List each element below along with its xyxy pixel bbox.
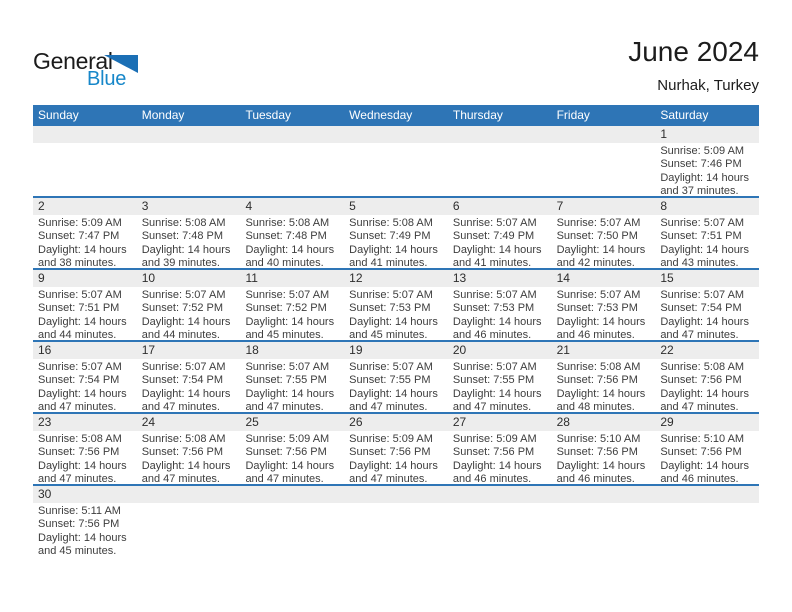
sunrise-line: Sunrise: 5:07 AM bbox=[38, 289, 122, 301]
sunset-line: Sunset: 7:53 PM bbox=[556, 302, 638, 315]
day-number bbox=[137, 486, 241, 503]
sun-info bbox=[655, 431, 759, 484]
daylight-line-1: Daylight: 14 hours bbox=[38, 387, 127, 400]
calendar-cell bbox=[655, 198, 759, 268]
daylight-line-2: and 38 minutes. bbox=[38, 256, 117, 268]
sunset-line: Sunset: 7:46 PM bbox=[660, 158, 742, 171]
sunrise-line: Sunrise: 5:07 AM bbox=[556, 217, 641, 229]
sun-info bbox=[137, 287, 241, 340]
sun-info bbox=[240, 143, 344, 145]
sunset-line: Sunset: 7:55 PM bbox=[349, 374, 431, 387]
sun-info bbox=[655, 359, 759, 412]
sunset-line: Sunset: 7:56 PM bbox=[245, 446, 327, 459]
sunset-line: Sunset: 7:47 PM bbox=[38, 230, 120, 243]
weekday-header-row bbox=[33, 105, 759, 126]
calendar-cell bbox=[655, 486, 759, 554]
sun-info bbox=[240, 359, 344, 412]
daylight-line-2: and 42 minutes. bbox=[556, 256, 635, 268]
daylight-line-2: and 45 minutes. bbox=[349, 328, 428, 340]
calendar-cell bbox=[448, 342, 552, 412]
day-number: 6 bbox=[448, 198, 552, 215]
sunset-line: Sunset: 7:48 PM bbox=[245, 230, 327, 243]
calendar-cell bbox=[240, 342, 344, 412]
day-number bbox=[552, 126, 656, 143]
daylight-line-2: and 47 minutes. bbox=[141, 400, 220, 412]
daylight-line-2: and 48 minutes. bbox=[556, 400, 635, 412]
daylight-line-2: and 41 minutes. bbox=[452, 256, 532, 268]
sun-info bbox=[33, 431, 137, 484]
daylight-line-2: and 47 minutes. bbox=[245, 400, 324, 412]
sunrise-line: Sunrise: 5:07 AM bbox=[452, 289, 537, 301]
calendar-cell bbox=[552, 270, 656, 340]
daylight-line-1: Daylight: 14 hours bbox=[349, 243, 438, 256]
daylight-line-1: Daylight: 14 hours bbox=[141, 387, 231, 400]
sunrise-line: Sunrise: 5:07 AM bbox=[245, 289, 330, 301]
page-subtitle: Nurhak, Turkey bbox=[657, 77, 759, 94]
daylight-line-1: Daylight: 14 hours bbox=[245, 315, 335, 328]
calendar-cell bbox=[655, 126, 759, 196]
daylight-line-1: Daylight: 14 hours bbox=[660, 315, 749, 328]
daylight-line-1: Daylight: 14 hours bbox=[349, 387, 438, 400]
sunset-line: Sunset: 7:56 PM bbox=[660, 446, 742, 459]
sunset-line: Sunset: 7:56 PM bbox=[349, 446, 431, 459]
day-number: 26 bbox=[344, 414, 448, 431]
sun-info bbox=[344, 287, 448, 340]
sunrise-line: Sunrise: 5:09 AM bbox=[245, 433, 330, 445]
day-number: 24 bbox=[137, 414, 241, 431]
sunset-line: Sunset: 7:52 PM bbox=[141, 302, 224, 315]
sunrise-line: Sunrise: 5:07 AM bbox=[141, 361, 226, 373]
day-number: 8 bbox=[655, 198, 759, 215]
calendar-cell bbox=[240, 414, 344, 484]
daylight-line-2: and 46 minutes. bbox=[556, 472, 635, 484]
sunrise-line: Sunrise: 5:09 AM bbox=[38, 217, 122, 229]
day-number: 29 bbox=[655, 414, 759, 431]
sunrise-line: Sunrise: 5:07 AM bbox=[452, 217, 537, 229]
sun-info bbox=[33, 215, 137, 268]
calendar-cell bbox=[344, 486, 448, 554]
weekday-label: Monday bbox=[141, 108, 185, 122]
weeks-container bbox=[33, 126, 759, 554]
logo-text-blue: Blue bbox=[87, 68, 127, 90]
sun-info bbox=[33, 359, 137, 412]
sunset-line: Sunset: 7:48 PM bbox=[141, 230, 224, 243]
sunset-line: Sunset: 7:55 PM bbox=[452, 374, 535, 387]
daylight-line-2: and 45 minutes. bbox=[245, 328, 324, 340]
daylight-line-2: and 40 minutes. bbox=[245, 256, 324, 268]
weekday-label: Wednesday bbox=[349, 108, 413, 122]
day-number bbox=[240, 126, 344, 143]
sun-info bbox=[448, 215, 552, 268]
calendar-cell bbox=[137, 198, 241, 268]
sun-info bbox=[655, 287, 759, 340]
sun-info bbox=[552, 215, 656, 268]
daylight-line-2: and 37 minutes. bbox=[660, 184, 739, 196]
sun-info bbox=[655, 143, 759, 196]
day-number bbox=[33, 126, 137, 143]
day-number: 12 bbox=[344, 270, 448, 287]
day-number: 23 bbox=[33, 414, 137, 431]
day-number: 11 bbox=[240, 270, 344, 287]
daylight-line-2: and 44 minutes. bbox=[141, 328, 220, 340]
calendar-cell bbox=[33, 270, 137, 340]
sun-info bbox=[137, 359, 241, 412]
week-row bbox=[33, 414, 759, 486]
calendar-cell bbox=[33, 414, 137, 484]
calendar-cell bbox=[33, 126, 137, 196]
day-number bbox=[448, 486, 552, 503]
weekday-label: Sunday bbox=[38, 108, 79, 122]
daylight-line-1: Daylight: 14 hours bbox=[38, 315, 127, 328]
sunset-line: Sunset: 7:56 PM bbox=[38, 518, 120, 531]
sunset-line: Sunset: 7:49 PM bbox=[349, 230, 431, 243]
day-number: 13 bbox=[448, 270, 552, 287]
sun-info bbox=[33, 143, 137, 145]
sunrise-line: Sunrise: 5:08 AM bbox=[245, 217, 330, 229]
daylight-line-1: Daylight: 14 hours bbox=[556, 315, 646, 328]
sun-info bbox=[137, 431, 241, 484]
sunset-line: Sunset: 7:56 PM bbox=[660, 374, 742, 387]
calendar-cell bbox=[137, 270, 241, 340]
calendar-cell bbox=[552, 342, 656, 412]
sunrise-line: Sunrise: 5:07 AM bbox=[349, 361, 433, 373]
weekday-label: Saturday bbox=[660, 108, 709, 122]
sun-info bbox=[655, 215, 759, 268]
calendar-cell bbox=[240, 486, 344, 554]
sunrise-line: Sunrise: 5:08 AM bbox=[660, 361, 745, 373]
daylight-line-2: and 47 minutes. bbox=[38, 472, 117, 484]
daylight-line-1: Daylight: 14 hours bbox=[349, 459, 438, 472]
sun-info bbox=[448, 359, 552, 412]
sunset-line: Sunset: 7:56 PM bbox=[556, 446, 638, 459]
day-number: 21 bbox=[552, 342, 656, 359]
daylight-line-2: and 47 minutes. bbox=[660, 328, 739, 340]
day-number bbox=[552, 486, 656, 503]
day-number: 5 bbox=[344, 198, 448, 215]
daylight-line-1: Daylight: 14 hours bbox=[660, 171, 749, 184]
sunset-line: Sunset: 7:56 PM bbox=[452, 446, 535, 459]
sun-info bbox=[552, 287, 656, 340]
weekday-label: Tuesday bbox=[245, 108, 292, 122]
daylight-line-2: and 47 minutes. bbox=[141, 472, 220, 484]
daylight-line-2: and 47 minutes. bbox=[452, 400, 532, 412]
week-row bbox=[33, 486, 759, 554]
sunrise-line: Sunrise: 5:08 AM bbox=[141, 433, 226, 445]
sunset-line: Sunset: 7:51 PM bbox=[38, 302, 120, 315]
daylight-line-1: Daylight: 14 hours bbox=[452, 387, 542, 400]
daylight-line-1: Daylight: 14 hours bbox=[556, 387, 646, 400]
daylight-line-1: Daylight: 14 hours bbox=[245, 387, 335, 400]
sun-info bbox=[344, 359, 448, 412]
calendar-cell bbox=[137, 414, 241, 484]
sun-info bbox=[448, 287, 552, 340]
day-number bbox=[655, 486, 759, 503]
daylight-line-2: and 47 minutes. bbox=[38, 400, 117, 412]
sunset-line: Sunset: 7:54 PM bbox=[660, 302, 742, 315]
calendar-cell bbox=[448, 486, 552, 554]
calendar-cell bbox=[137, 342, 241, 412]
day-number bbox=[344, 126, 448, 143]
daylight-line-2: and 41 minutes. bbox=[349, 256, 428, 268]
sunrise-line: Sunrise: 5:07 AM bbox=[556, 289, 641, 301]
sun-info bbox=[448, 143, 552, 145]
calendar-cell bbox=[552, 126, 656, 196]
sun-info bbox=[240, 215, 344, 268]
calendar-cell bbox=[240, 198, 344, 268]
sunrise-line: Sunrise: 5:08 AM bbox=[141, 217, 226, 229]
sunrise-line: Sunrise: 5:09 AM bbox=[452, 433, 537, 445]
sun-info bbox=[33, 287, 137, 340]
calendar-cell bbox=[448, 414, 552, 484]
week-row bbox=[33, 126, 759, 198]
day-number: 3 bbox=[137, 198, 241, 215]
calendar-cell bbox=[240, 126, 344, 196]
sun-info bbox=[448, 431, 552, 484]
calendar-cell bbox=[137, 486, 241, 554]
sunset-line: Sunset: 7:54 PM bbox=[38, 374, 120, 387]
daylight-line-1: Daylight: 14 hours bbox=[556, 459, 646, 472]
day-number: 18 bbox=[240, 342, 344, 359]
day-number: 7 bbox=[552, 198, 656, 215]
calendar-cell bbox=[344, 414, 448, 484]
day-number: 15 bbox=[655, 270, 759, 287]
calendar-cell bbox=[344, 126, 448, 196]
calendar-cell bbox=[33, 198, 137, 268]
sunrise-line: Sunrise: 5:08 AM bbox=[38, 433, 122, 445]
sun-info bbox=[344, 143, 448, 145]
sun-info bbox=[240, 503, 344, 505]
sun-info bbox=[552, 503, 656, 505]
day-number: 22 bbox=[655, 342, 759, 359]
daylight-line-1: Daylight: 14 hours bbox=[660, 387, 749, 400]
daylight-line-2: and 46 minutes. bbox=[660, 472, 739, 484]
calendar-cell bbox=[655, 414, 759, 484]
sunset-line: Sunset: 7:56 PM bbox=[556, 374, 638, 387]
sun-info bbox=[240, 287, 344, 340]
daylight-line-1: Daylight: 14 hours bbox=[38, 459, 127, 472]
sun-info bbox=[137, 503, 241, 505]
sunrise-line: Sunrise: 5:09 AM bbox=[660, 145, 745, 157]
daylight-line-1: Daylight: 14 hours bbox=[141, 459, 231, 472]
calendar-cell bbox=[448, 198, 552, 268]
calendar-cell bbox=[552, 198, 656, 268]
sunrise-line: Sunrise: 5:11 AM bbox=[38, 505, 121, 517]
logo-text-general: General bbox=[33, 48, 113, 74]
daylight-line-2: and 47 minutes. bbox=[660, 400, 739, 412]
sunrise-line: Sunrise: 5:07 AM bbox=[660, 289, 745, 301]
sunrise-line: Sunrise: 5:09 AM bbox=[349, 433, 433, 445]
daylight-line-1: Daylight: 14 hours bbox=[141, 243, 231, 256]
daylight-line-2: and 46 minutes. bbox=[556, 328, 635, 340]
week-row bbox=[33, 198, 759, 270]
weekday-label: Friday bbox=[556, 108, 590, 122]
calendar-cell bbox=[240, 270, 344, 340]
weekday-label: Thursday bbox=[452, 108, 503, 122]
sunset-line: Sunset: 7:56 PM bbox=[141, 446, 224, 459]
daylight-line-1: Daylight: 14 hours bbox=[660, 459, 749, 472]
sunset-line: Sunset: 7:54 PM bbox=[141, 374, 224, 387]
sunset-line: Sunset: 7:53 PM bbox=[349, 302, 431, 315]
daylight-line-2: and 46 minutes. bbox=[452, 472, 532, 484]
calendar-cell bbox=[137, 126, 241, 196]
sun-info bbox=[137, 215, 241, 268]
sunrise-line: Sunrise: 5:07 AM bbox=[349, 289, 433, 301]
sunrise-line: Sunrise: 5:10 AM bbox=[556, 433, 641, 445]
daylight-line-1: Daylight: 14 hours bbox=[245, 243, 335, 256]
daylight-line-1: Daylight: 14 hours bbox=[349, 315, 438, 328]
calendar-cell bbox=[552, 414, 656, 484]
calendar-cell bbox=[33, 486, 137, 554]
sun-info bbox=[552, 143, 656, 145]
sunrise-line: Sunrise: 5:07 AM bbox=[38, 361, 122, 373]
sunrise-line: Sunrise: 5:07 AM bbox=[452, 361, 537, 373]
sun-info bbox=[344, 431, 448, 484]
sun-info bbox=[552, 431, 656, 484]
daylight-line-1: Daylight: 14 hours bbox=[38, 243, 127, 256]
sunrise-line: Sunrise: 5:07 AM bbox=[660, 217, 745, 229]
daylight-line-2: and 47 minutes. bbox=[349, 472, 428, 484]
day-number: 16 bbox=[33, 342, 137, 359]
sun-info bbox=[33, 503, 137, 554]
day-number: 14 bbox=[552, 270, 656, 287]
day-number: 2 bbox=[33, 198, 137, 215]
day-number bbox=[448, 126, 552, 143]
sunrise-line: Sunrise: 5:07 AM bbox=[245, 361, 330, 373]
calendar-cell bbox=[344, 342, 448, 412]
sunset-line: Sunset: 7:49 PM bbox=[452, 230, 535, 243]
daylight-line-1: Daylight: 14 hours bbox=[660, 243, 749, 256]
day-number: 27 bbox=[448, 414, 552, 431]
daylight-line-2: and 39 minutes. bbox=[141, 256, 220, 268]
sunrise-line: Sunrise: 5:10 AM bbox=[660, 433, 745, 445]
daylight-line-2: and 47 minutes. bbox=[349, 400, 428, 412]
daylight-line-2: and 43 minutes. bbox=[660, 256, 739, 268]
logo bbox=[33, 46, 173, 96]
sunset-line: Sunset: 7:50 PM bbox=[556, 230, 638, 243]
calendar-cell bbox=[448, 270, 552, 340]
day-number bbox=[344, 486, 448, 503]
sun-info bbox=[655, 503, 759, 505]
calendar-cell bbox=[33, 342, 137, 412]
sun-info bbox=[137, 143, 241, 145]
daylight-line-1: Daylight: 14 hours bbox=[452, 459, 542, 472]
day-number bbox=[240, 486, 344, 503]
week-row bbox=[33, 342, 759, 414]
page-title: June 2024 bbox=[628, 36, 759, 67]
day-number: 20 bbox=[448, 342, 552, 359]
daylight-line-1: Daylight: 14 hours bbox=[141, 315, 231, 328]
sun-info bbox=[240, 431, 344, 484]
week-row bbox=[33, 270, 759, 342]
sunrise-line: Sunrise: 5:07 AM bbox=[141, 289, 226, 301]
day-number: 1 bbox=[655, 126, 759, 143]
daylight-line-1: Daylight: 14 hours bbox=[38, 531, 127, 544]
calendar-cell bbox=[448, 126, 552, 196]
day-number: 17 bbox=[137, 342, 241, 359]
sunset-line: Sunset: 7:55 PM bbox=[245, 374, 327, 387]
day-number: 9 bbox=[33, 270, 137, 287]
calendar-cell bbox=[344, 270, 448, 340]
calendar-cell bbox=[655, 342, 759, 412]
daylight-line-2: and 47 minutes. bbox=[245, 472, 324, 484]
sunrise-line: Sunrise: 5:08 AM bbox=[349, 217, 433, 229]
day-number: 30 bbox=[33, 486, 137, 503]
sun-info bbox=[448, 503, 552, 505]
calendar-cell bbox=[552, 486, 656, 554]
day-number: 4 bbox=[240, 198, 344, 215]
daylight-line-2: and 46 minutes. bbox=[452, 328, 532, 340]
sunset-line: Sunset: 7:53 PM bbox=[452, 302, 535, 315]
daylight-line-2: and 44 minutes. bbox=[38, 328, 117, 340]
daylight-line-1: Daylight: 14 hours bbox=[556, 243, 646, 256]
day-number: 28 bbox=[552, 414, 656, 431]
sunrise-line: Sunrise: 5:08 AM bbox=[556, 361, 641, 373]
sun-info bbox=[344, 215, 448, 268]
daylight-line-1: Daylight: 14 hours bbox=[452, 315, 542, 328]
sunset-line: Sunset: 7:52 PM bbox=[245, 302, 327, 315]
day-number: 25 bbox=[240, 414, 344, 431]
day-number: 19 bbox=[344, 342, 448, 359]
calendar-cell bbox=[655, 270, 759, 340]
sunset-line: Sunset: 7:56 PM bbox=[38, 446, 120, 459]
daylight-line-1: Daylight: 14 hours bbox=[452, 243, 542, 256]
calendar-cell bbox=[344, 198, 448, 268]
sun-info bbox=[552, 359, 656, 412]
day-number bbox=[137, 126, 241, 143]
calendar bbox=[33, 105, 759, 554]
day-number: 10 bbox=[137, 270, 241, 287]
sun-info bbox=[344, 503, 448, 505]
daylight-line-2: and 45 minutes. bbox=[38, 544, 117, 554]
daylight-line-1: Daylight: 14 hours bbox=[245, 459, 335, 472]
sunset-line: Sunset: 7:51 PM bbox=[660, 230, 742, 243]
